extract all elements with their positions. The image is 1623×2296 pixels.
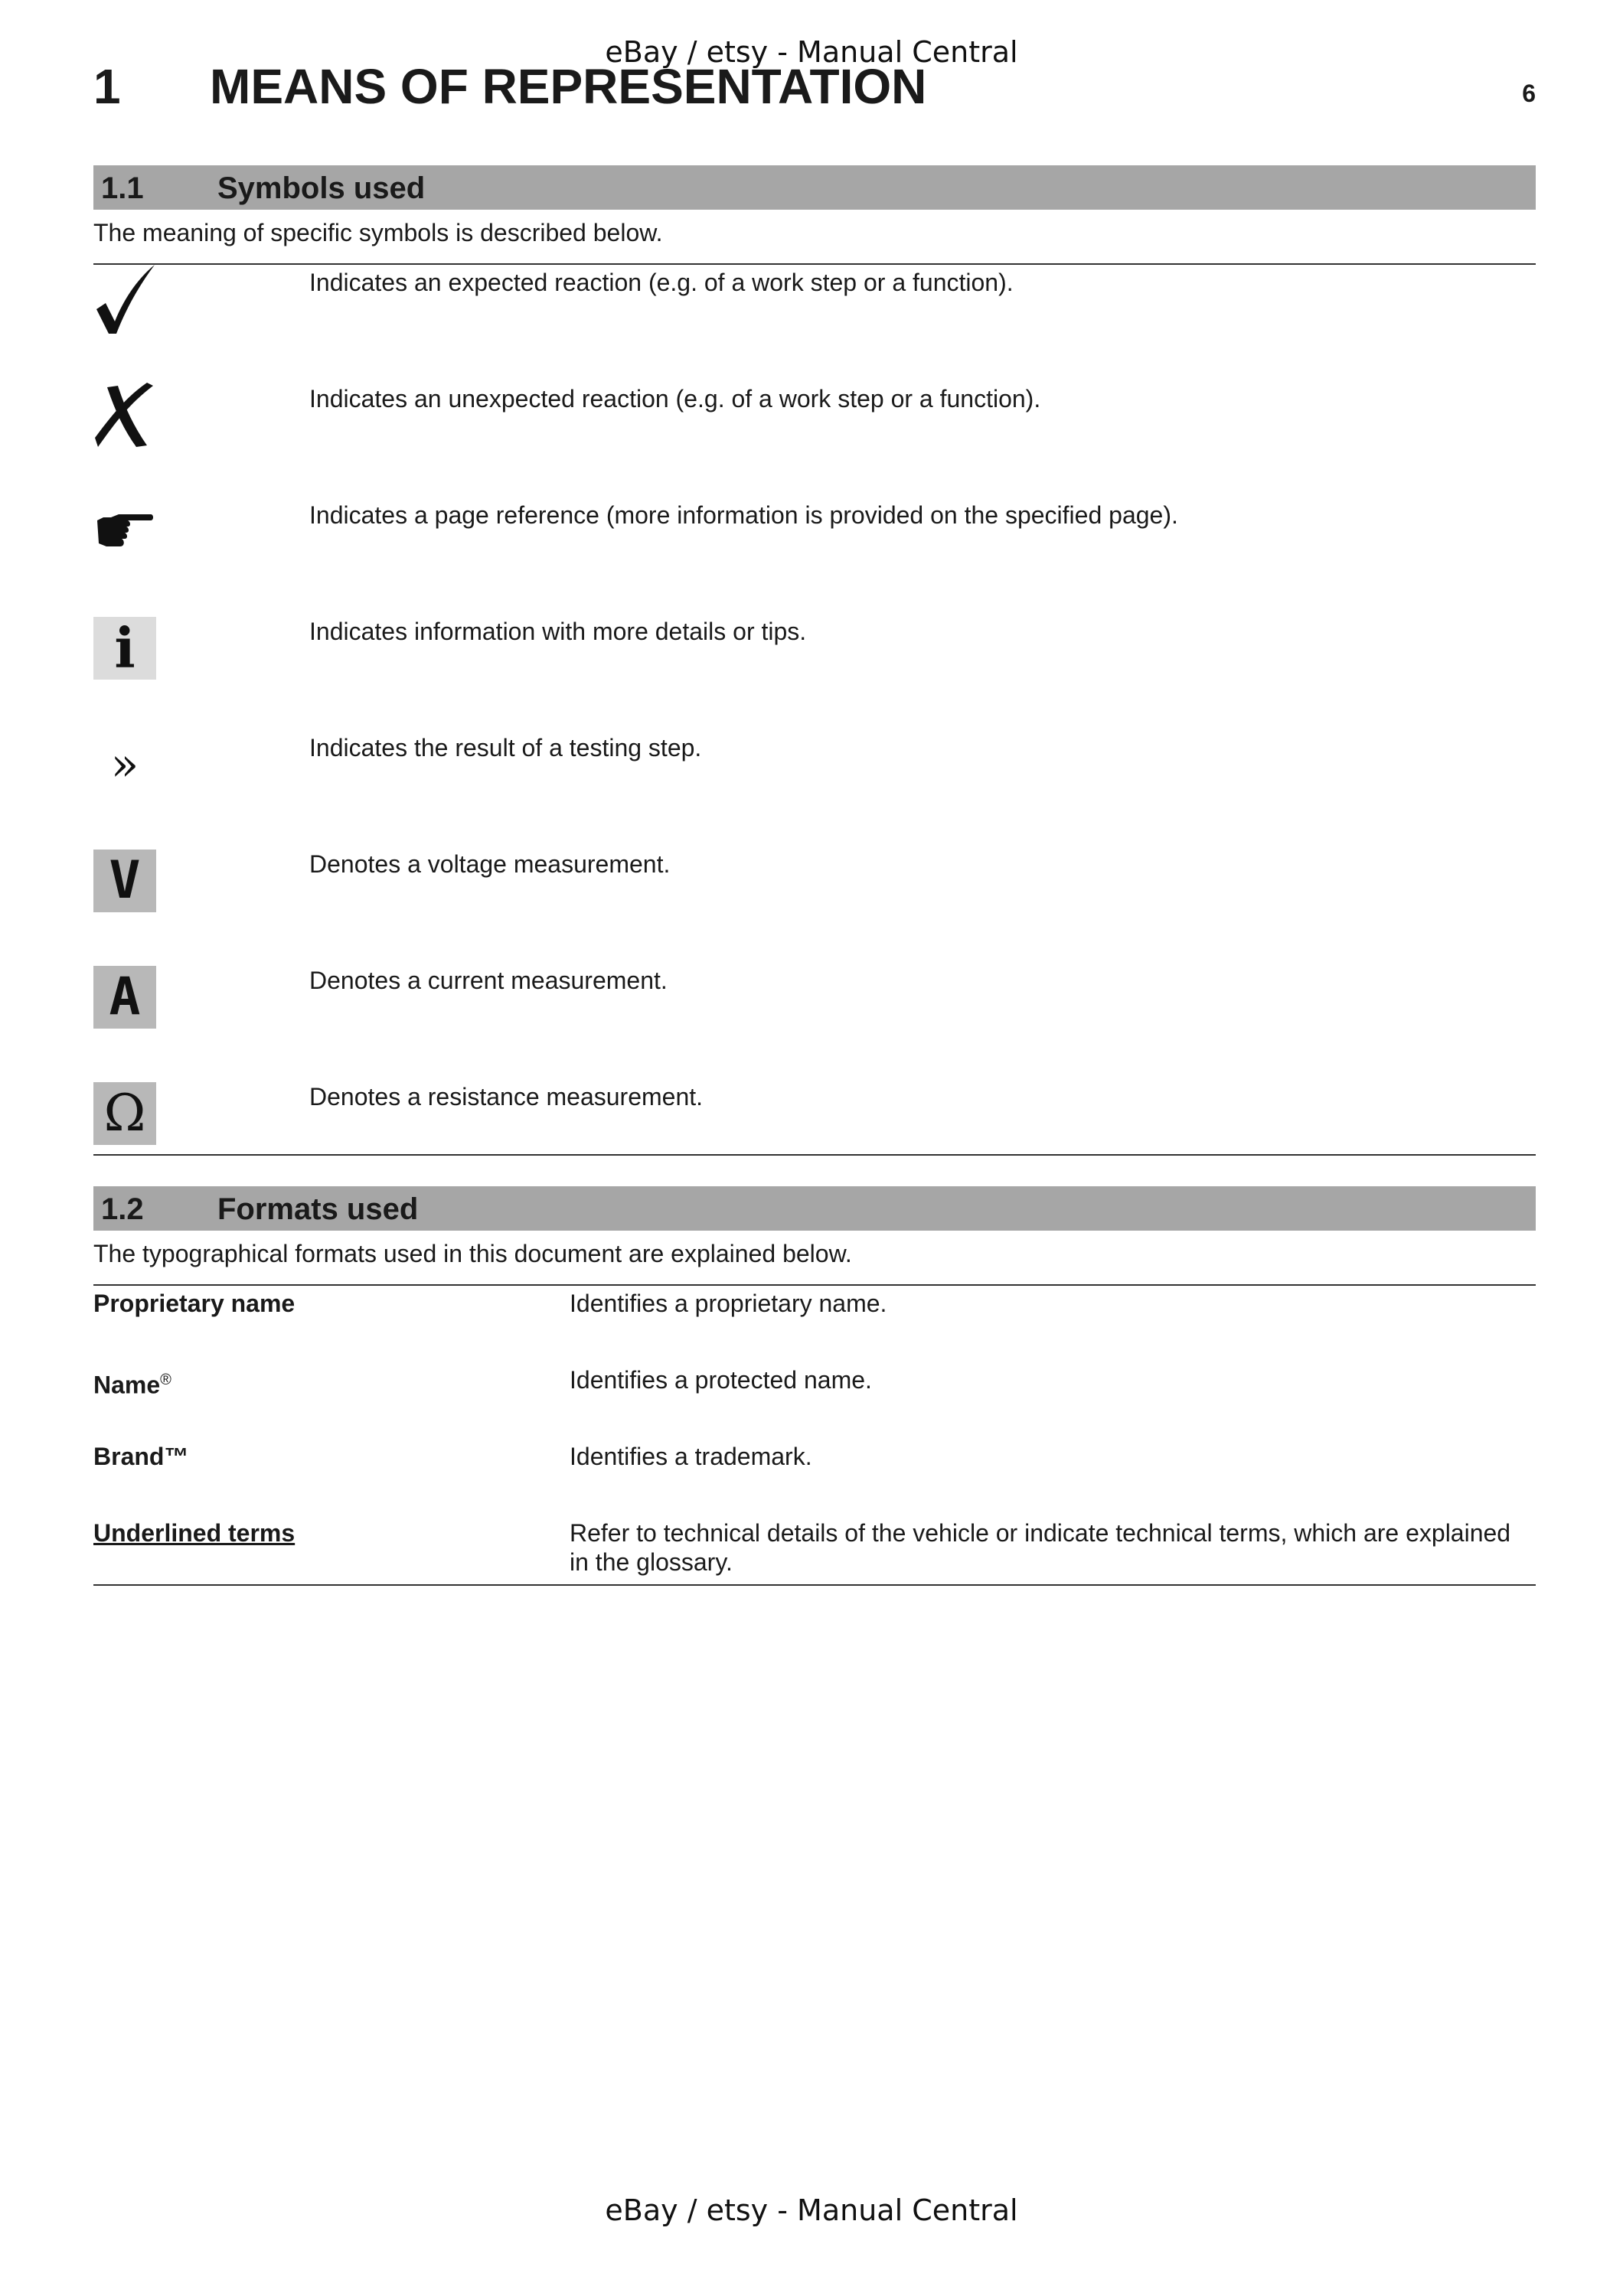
watermark-bottom: eBay / etsy - Manual Central	[605, 2193, 1018, 2227]
result-icon: »	[110, 738, 139, 791]
symbol-row	[93, 966, 1536, 1081]
registered-mark: ®	[160, 1371, 171, 1388]
format-description: Identifies a protected name.	[570, 1366, 872, 1394]
symbol-row	[93, 617, 1536, 732]
current-icon: A	[93, 966, 156, 1029]
symbol-description: Indicates the result of a testing step.	[309, 734, 702, 762]
pointing-hand-icon	[93, 501, 156, 563]
section-title: Symbols used	[217, 171, 426, 205]
symbol-description: Indicates an unexpected reaction (e.g. of a work step or a function).	[309, 385, 1041, 413]
section-number: 1.2	[101, 1192, 144, 1226]
symbol-row	[93, 268, 1536, 383]
divider	[93, 263, 1536, 265]
section-intro: The typographical formats used in this document are explained below.	[93, 1240, 852, 1267]
divider	[93, 1284, 1536, 1286]
symbol-description: Denotes a voltage measurement.	[309, 850, 671, 878]
format-term: Underlined terms	[93, 1519, 296, 1547]
symbol-description: Denotes a resistance measurement.	[309, 1083, 704, 1110]
format-description: Identifies a trademark.	[570, 1443, 812, 1470]
checkmark-icon	[93, 268, 156, 331]
symbol-row	[93, 384, 1536, 499]
divider	[93, 1154, 1536, 1156]
format-description: Identifies a proprietary name.	[570, 1290, 887, 1317]
symbol-row	[93, 733, 1536, 848]
symbol-description: Denotes a current measurement.	[309, 967, 668, 994]
format-term: Proprietary name	[93, 1290, 296, 1317]
format-description: Refer to technical details of the vehicle or indicate technical terms, which are explained in the glossary.	[570, 1519, 1511, 1576]
symbol-row	[93, 501, 1536, 615]
info-icon: i	[93, 617, 156, 680]
symbol-description: Indicates an expected reaction (e.g. of a work step or a function).	[309, 269, 1014, 296]
symbol-row	[93, 1082, 1536, 1197]
section-number: 1.1	[101, 171, 144, 205]
symbol-description: Indicates a page reference (more information is provided on the specified page).	[309, 501, 1178, 529]
section-heading-symbols	[93, 165, 1536, 210]
chapter-heading	[93, 54, 1536, 122]
section-heading-formats	[93, 1186, 1536, 1231]
chapter-title: MEANS OF REPRESENTATION	[210, 59, 927, 114]
section-intro: The meaning of specific symbols is described below.	[93, 219, 663, 246]
symbol-description: Indicates information with more details or tips.	[309, 618, 807, 645]
divider	[93, 1584, 1536, 1586]
cross-icon	[93, 384, 156, 447]
voltage-icon: V	[93, 850, 156, 912]
format-term: Name®	[93, 1371, 171, 1399]
chapter-number: 1	[93, 59, 121, 114]
watermark-top: eBay / etsy - Manual Central	[605, 35, 1018, 69]
symbol-row	[93, 850, 1536, 964]
section-title: Formats used	[217, 1192, 419, 1226]
resistance-icon: Ω	[93, 1082, 156, 1145]
page-number: 6	[1522, 80, 1536, 107]
format-term: Brand™	[93, 1443, 189, 1470]
